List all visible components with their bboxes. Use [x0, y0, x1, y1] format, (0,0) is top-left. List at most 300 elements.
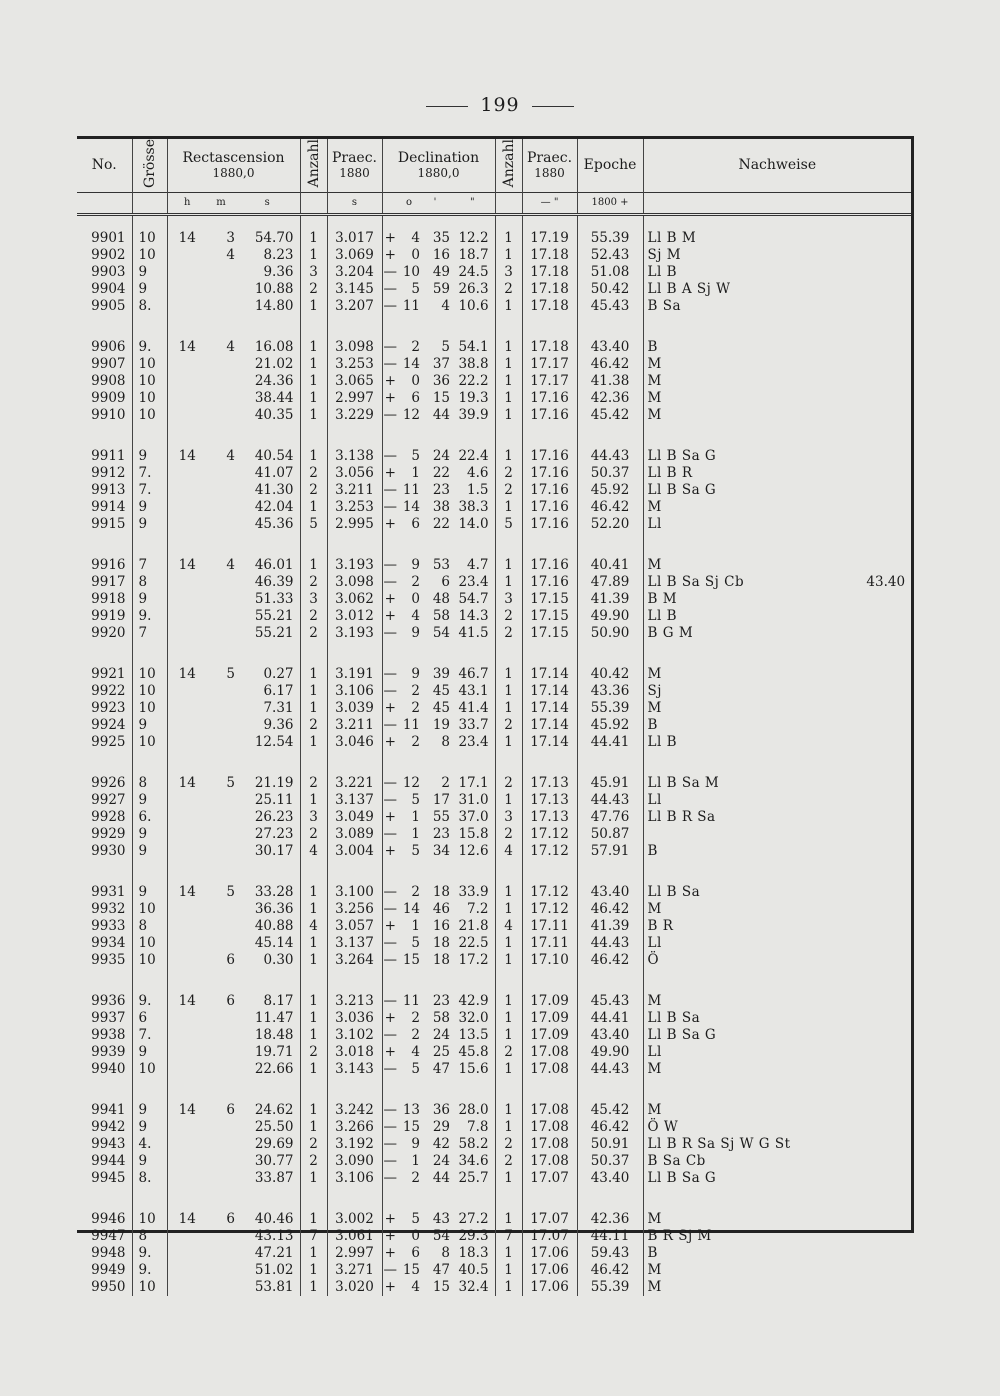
- cell-nachweise: B: [647, 1244, 658, 1261]
- cell-ra-s: 45.14: [235, 935, 300, 952]
- cell-no: 9924: [77, 717, 132, 734]
- spacer-cell: [167, 751, 207, 775]
- cell-decl-sign: +: [384, 1227, 396, 1244]
- cell-no: 9915: [77, 516, 132, 533]
- cell-praec: 3.207: [327, 298, 382, 315]
- table-row: [77, 482, 911, 499]
- spacer-cell: [235, 1187, 300, 1211]
- cell-epoche: 55.39: [577, 1279, 643, 1296]
- cell-no: 9920: [77, 625, 132, 642]
- spacer-cell: [577, 424, 643, 448]
- cell-nachweise: Ll: [647, 515, 662, 532]
- cell-ra-s: 55.21: [235, 625, 300, 642]
- spacer-cell: [77, 424, 132, 448]
- table-row: [77, 775, 911, 792]
- cell-praec2: 17.16: [522, 482, 577, 499]
- cell-groesse: 10: [132, 952, 167, 969]
- cell-anzahl2: 2: [495, 826, 522, 843]
- spacer-cell: [817, 1187, 911, 1211]
- spacer-cell: [300, 642, 327, 666]
- cell-no: 9947: [77, 1228, 132, 1245]
- cell-extra: [817, 516, 911, 533]
- cell-decl-deg: 1: [411, 917, 420, 934]
- cell-ra-h: [167, 407, 207, 424]
- cell-anzahl2: 1: [495, 1061, 522, 1078]
- spacer-cell: [522, 1187, 577, 1211]
- spacer-cell: [495, 751, 522, 775]
- spacer-cell: [577, 1078, 643, 1102]
- cell-anzahl2: 1: [495, 1211, 522, 1228]
- cell-praec2: 17.19: [522, 230, 577, 247]
- cell-ra-s: 38.44: [235, 390, 300, 407]
- spacer-cell: [327, 642, 382, 666]
- spacer-cell: [398, 860, 420, 884]
- spacer-cell: [382, 642, 398, 666]
- cell-anzahl: 1: [300, 448, 327, 465]
- cell-decl-sign: +: [384, 464, 396, 481]
- cell-extra: [817, 281, 911, 298]
- cell-decl-deg: 4: [411, 607, 420, 624]
- spacer-cell: [207, 969, 235, 993]
- cell-extra: [817, 775, 911, 792]
- table-row: [77, 230, 911, 247]
- cell-ra-m: [207, 1153, 235, 1170]
- cell-decl-deg: 5: [411, 447, 420, 464]
- header-anzahl2: [495, 139, 522, 192]
- cell-decl-deg: 5: [411, 280, 420, 297]
- table-row: [77, 448, 911, 465]
- sub-arcsec: ": [450, 192, 495, 214]
- cell-epoche: 50.91: [577, 1136, 643, 1153]
- cell-groesse: 7: [132, 625, 167, 642]
- cell-ra-s: 8.17: [235, 993, 300, 1010]
- spacer-cell: [235, 424, 300, 448]
- cell-ra-m: 5: [226, 665, 235, 682]
- cell-extra: [817, 390, 911, 407]
- spacer-cell: [207, 424, 235, 448]
- cell-epoche: 47.89: [577, 574, 643, 591]
- spacer-cell: [398, 533, 420, 557]
- cell-decl-sec: 7.8: [450, 1119, 495, 1136]
- cell-no: 9908: [77, 373, 132, 390]
- table-row: [77, 625, 911, 642]
- cell-decl-sign: +: [384, 917, 396, 934]
- cell-decl-sec: 25.7: [450, 1170, 495, 1187]
- cell-anzahl2: 2: [495, 465, 522, 482]
- cell-decl-min: 18: [432, 934, 450, 951]
- spacer-cell: [300, 1078, 327, 1102]
- cell-ra-m: [207, 700, 235, 717]
- cell-anzahl: 2: [300, 608, 327, 625]
- cell-nachweise: Ö: [647, 951, 660, 968]
- cell-extra: [817, 1228, 911, 1245]
- cell-decl-min: 58: [432, 1009, 450, 1026]
- cell-ra-h: [167, 356, 207, 373]
- spacer-cell: [817, 642, 911, 666]
- cell-ra-s: 7.31: [235, 700, 300, 717]
- cell-extra: [817, 1102, 911, 1119]
- cell-praec2: 17.06: [522, 1262, 577, 1279]
- spacer-cell: [327, 751, 382, 775]
- cell-epoche: 55.39: [577, 700, 643, 717]
- cell-decl-min: 35: [432, 229, 450, 246]
- spacer-cell: [643, 1078, 817, 1102]
- cell-decl-min: 16: [432, 246, 450, 263]
- cell-decl-sec: 45.8: [450, 1044, 495, 1061]
- cell-anzahl: 1: [300, 935, 327, 952]
- cell-nachweise: M: [647, 1278, 662, 1295]
- cell-decl-sign: —: [383, 716, 397, 733]
- cell-epoche: 42.36: [577, 390, 643, 407]
- cell-anzahl: 1: [300, 390, 327, 407]
- cell-epoche: 43.40: [577, 884, 643, 901]
- cell-ra-m: [207, 574, 235, 591]
- cell-nachweise: Ll B A Sj W: [647, 280, 731, 297]
- spacer-cell: [495, 860, 522, 884]
- cell-decl-sec: 29.3: [450, 1228, 495, 1245]
- table-row: [77, 1279, 911, 1296]
- cell-ra-h: [167, 281, 207, 298]
- header-praec2-title: Praec.: [527, 150, 573, 167]
- cell-praec2: 17.06: [522, 1245, 577, 1262]
- cell-praec: 3.253: [327, 356, 382, 373]
- cell-decl-min: 54: [432, 624, 450, 641]
- cell-anzahl: 2: [300, 281, 327, 298]
- cell-ra-m: [207, 499, 235, 516]
- cell-extra: [817, 901, 911, 918]
- cell-ra-m: 4: [226, 447, 235, 464]
- cell-decl-sec: 18.7: [450, 247, 495, 264]
- cell-ra-h: 14: [178, 1210, 196, 1227]
- group-spacer: [77, 315, 911, 339]
- cell-anzahl2: 1: [495, 407, 522, 424]
- cell-decl-sign: —: [383, 1060, 397, 1077]
- star-catalogue-table: [77, 139, 911, 1296]
- cell-decl-min: 8: [441, 733, 450, 750]
- cell-extra: [817, 1153, 911, 1170]
- cell-anzahl2: 3: [495, 809, 522, 826]
- cell-decl-min: 4: [441, 297, 450, 314]
- cell-ra-h: [167, 843, 207, 860]
- cell-decl-sign: —: [383, 573, 397, 590]
- cell-anzahl: 1: [300, 557, 327, 574]
- table-row: [77, 1102, 911, 1119]
- cell-decl-sign: +: [384, 607, 396, 624]
- table-row: [77, 1044, 911, 1061]
- cell-extra: [817, 1245, 911, 1262]
- table-row: [77, 1170, 911, 1187]
- cell-ra-h: 14: [178, 992, 196, 1009]
- cell-ra-h: 14: [178, 338, 196, 355]
- cell-praec: 3.089: [327, 826, 382, 843]
- table-row: [77, 608, 911, 625]
- cell-praec: 3.138: [327, 448, 382, 465]
- cell-decl-deg: 15: [402, 951, 420, 968]
- spacer-cell: [77, 642, 132, 666]
- cell-ra-h: [167, 918, 207, 935]
- cell-no: 9946: [77, 1211, 132, 1228]
- cell-anzahl: 1: [300, 1211, 327, 1228]
- cell-anzahl: 2: [300, 1136, 327, 1153]
- cell-decl-sec: 58.2: [450, 1136, 495, 1153]
- cell-ra-s: 21.02: [235, 356, 300, 373]
- spacer-cell: [495, 315, 522, 339]
- cell-ra-m: [207, 1061, 235, 1078]
- cell-groesse: 6: [132, 1010, 167, 1027]
- cell-no: 9948: [77, 1245, 132, 1262]
- cell-praec2: 17.06: [522, 1279, 577, 1296]
- header-decl-epoch: 1880,0: [417, 166, 460, 181]
- table-row: [77, 373, 911, 390]
- cell-ra-s: 36.36: [235, 901, 300, 918]
- cell-praec: 2.995: [327, 516, 382, 533]
- cell-decl-min: 45: [432, 682, 450, 699]
- cell-groesse: 10: [132, 230, 167, 247]
- cell-decl-min: 47: [432, 1060, 450, 1077]
- table-row: [77, 826, 911, 843]
- spacer-cell: [77, 533, 132, 557]
- cell-anzahl2: 1: [495, 1279, 522, 1296]
- cell-ra-h: [167, 247, 207, 264]
- cell-ra-m: [207, 298, 235, 315]
- cell-anzahl: 1: [300, 1027, 327, 1044]
- cell-praec: 3.191: [327, 666, 382, 683]
- cell-decl-min: 24: [432, 1026, 450, 1043]
- spacer-cell: [382, 315, 398, 339]
- cell-praec: 3.193: [327, 557, 382, 574]
- spacer-cell: [132, 1187, 167, 1211]
- cell-decl-sec: 17.1: [450, 775, 495, 792]
- cell-nachweise: M: [647, 699, 662, 716]
- cell-nachweise: Ll B: [647, 607, 678, 624]
- cell-praec: 3.057: [327, 918, 382, 935]
- cell-nachweise: Ll B Sa G: [647, 1169, 717, 1186]
- cell-nachweise: B Sa: [647, 297, 682, 314]
- cell-ra-m: 4: [226, 338, 235, 355]
- cell-ra-m: [207, 918, 235, 935]
- cell-ra-m: [207, 281, 235, 298]
- cell-decl-deg: 11: [402, 716, 420, 733]
- cell-no: 9941: [77, 1102, 132, 1119]
- cell-decl-sign: —: [383, 263, 397, 280]
- spacer-cell: [495, 1187, 522, 1211]
- spacer-cell: [382, 424, 398, 448]
- cell-praec: 3.002: [327, 1211, 382, 1228]
- cell-praec: 2.997: [327, 1245, 382, 1262]
- cell-ra-s: 30.17: [235, 843, 300, 860]
- sub-anzahl2: [495, 192, 522, 214]
- cell-anzahl: 2: [300, 775, 327, 792]
- cell-nachweise: Ll B Sa Sj Cb: [647, 573, 745, 590]
- cell-decl-sec: 28.0: [450, 1102, 495, 1119]
- cell-praec2: 17.13: [522, 792, 577, 809]
- cell-ra-h: 14: [178, 883, 196, 900]
- cell-epoche: 57.91: [577, 843, 643, 860]
- cell-anzahl: 1: [300, 792, 327, 809]
- spacer-cell: [327, 860, 382, 884]
- cell-praec2: 17.15: [522, 591, 577, 608]
- cell-extra: [817, 884, 911, 901]
- cell-anzahl2: 3: [495, 264, 522, 281]
- cell-praec: 3.098: [327, 574, 382, 591]
- cell-anzahl: 1: [300, 1119, 327, 1136]
- cell-ra-m: [207, 591, 235, 608]
- cell-ra-h: [167, 1010, 207, 1027]
- cell-decl-min: 22: [432, 464, 450, 481]
- cell-groesse: 9: [132, 792, 167, 809]
- group-spacer: [77, 424, 911, 448]
- cell-decl-deg: 0: [411, 246, 420, 263]
- cell-epoche: 59.43: [577, 1245, 643, 1262]
- spacer-cell: [450, 315, 495, 339]
- cell-decl-sec: 31.0: [450, 792, 495, 809]
- cell-no: 9902: [77, 247, 132, 264]
- cell-decl-min: 42: [432, 1135, 450, 1152]
- cell-groesse: 10: [132, 1211, 167, 1228]
- cell-praec: 3.204: [327, 264, 382, 281]
- header-praec2-year: 1880: [534, 166, 565, 181]
- cell-no: 9930: [77, 843, 132, 860]
- cell-no: 9910: [77, 407, 132, 424]
- cell-ra-s: 30.77: [235, 1153, 300, 1170]
- cell-anzahl2: 1: [495, 666, 522, 683]
- table-row: [77, 792, 911, 809]
- cell-groesse: 9: [132, 1102, 167, 1119]
- cell-extra: [817, 407, 911, 424]
- cell-extra: [817, 1061, 911, 1078]
- cell-ra-m: [207, 407, 235, 424]
- cell-decl-min: 23: [432, 992, 450, 1009]
- spacer-cell: [77, 1078, 132, 1102]
- cell-ra-s: 6.17: [235, 683, 300, 700]
- cell-anzahl: 1: [300, 407, 327, 424]
- cell-praec2: 17.17: [522, 373, 577, 390]
- cell-groesse: 9: [132, 499, 167, 516]
- cell-nachweise: M: [647, 498, 662, 515]
- cell-extra: [817, 993, 911, 1010]
- cell-ra-h: [167, 373, 207, 390]
- table-row: [77, 683, 911, 700]
- sub-praec-unit: s: [327, 192, 382, 214]
- cell-ra-s: 24.62: [235, 1102, 300, 1119]
- cell-no: 9938: [77, 1027, 132, 1044]
- cell-nachweise: M: [647, 665, 662, 682]
- cell-anzahl: 4: [300, 918, 327, 935]
- cell-groesse: 9: [132, 516, 167, 533]
- cell-epoche: 52.43: [577, 247, 643, 264]
- cell-praec2: 17.16: [522, 516, 577, 533]
- cell-groesse: 8.: [132, 298, 167, 315]
- cell-anzahl: 1: [300, 373, 327, 390]
- cell-epoche: 44.43: [577, 935, 643, 952]
- cell-nachweise: M: [647, 992, 662, 1009]
- table-row: [77, 884, 911, 901]
- cell-anzahl: 1: [300, 700, 327, 717]
- cell-no: 9928: [77, 809, 132, 826]
- spacer-cell: [420, 424, 450, 448]
- spacer-cell: [327, 1078, 382, 1102]
- cell-praec: 3.098: [327, 339, 382, 356]
- cell-decl-min: 15: [432, 1278, 450, 1295]
- cell-epoche: 50.42: [577, 281, 643, 298]
- cell-anzahl2: 1: [495, 1262, 522, 1279]
- cell-nachweise: Ll B M: [647, 229, 697, 246]
- cell-decl-sign: +: [384, 1043, 396, 1060]
- cell-ra-s: 40.35: [235, 407, 300, 424]
- cell-ra-s: 11.47: [235, 1010, 300, 1027]
- cell-epoche: 49.90: [577, 608, 643, 625]
- cell-ra-s: 40.88: [235, 918, 300, 935]
- spacer-cell: [495, 642, 522, 666]
- spacer-cell: [398, 751, 420, 775]
- cell-anzahl: 1: [300, 499, 327, 516]
- cell-decl-sign: —: [383, 1101, 397, 1118]
- cell-decl-min: 18: [432, 883, 450, 900]
- cell-decl-min: 25: [432, 1043, 450, 1060]
- cell-ra-s: 26.23: [235, 809, 300, 826]
- spacer-cell: [522, 751, 577, 775]
- cell-ra-m: [207, 1279, 235, 1296]
- cell-decl-sec: 19.3: [450, 390, 495, 407]
- cell-groesse: 10: [132, 390, 167, 407]
- cell-ra-m: [207, 843, 235, 860]
- cell-decl-sign: —: [383, 900, 397, 917]
- cell-anzahl2: 1: [495, 1119, 522, 1136]
- cell-epoche: 50.37: [577, 465, 643, 482]
- cell-ra-h: 14: [178, 774, 196, 791]
- cell-ra-s: 55.21: [235, 608, 300, 625]
- cell-anzahl: 4: [300, 843, 327, 860]
- cell-nachweise: Ll B: [647, 263, 678, 280]
- cell-ra-h: [167, 826, 207, 843]
- spacer-cell: [420, 533, 450, 557]
- cell-decl-sec: 4.6: [450, 465, 495, 482]
- cell-nachweise: M: [647, 556, 662, 573]
- spacer-cell: [522, 214, 577, 230]
- cell-anzahl2: 1: [495, 1027, 522, 1044]
- sub-nachweise: [643, 192, 817, 214]
- cell-ra-m: [207, 901, 235, 918]
- cell-decl-min: 23: [432, 481, 450, 498]
- cell-ra-s: 40.46: [235, 1211, 300, 1228]
- cell-anzahl: 1: [300, 952, 327, 969]
- cell-decl-min: 43: [432, 1210, 450, 1227]
- cell-praec: 3.143: [327, 1061, 382, 1078]
- cell-no: 9950: [77, 1279, 132, 1296]
- cell-decl-deg: 5: [411, 1060, 420, 1077]
- cell-ra-h: [167, 1027, 207, 1044]
- cell-ra-m: [207, 356, 235, 373]
- cell-decl-sec: 32.4: [450, 1279, 495, 1296]
- cell-nachweise: Ll: [647, 1043, 662, 1060]
- cell-ra-m: [207, 608, 235, 625]
- cell-decl-sign: +: [384, 1210, 396, 1227]
- cell-decl-deg: 4: [411, 229, 420, 246]
- cell-decl-sec: 23.4: [450, 574, 495, 591]
- cell-groesse: 8.: [132, 1170, 167, 1187]
- group-spacer: [77, 860, 911, 884]
- table-row: [77, 717, 911, 734]
- cell-praec: 3.193: [327, 625, 382, 642]
- spacer-cell: [167, 214, 207, 230]
- cell-praec2: 17.10: [522, 952, 577, 969]
- cell-nachweise: B Sa Cb: [647, 1152, 706, 1169]
- cell-epoche: 49.90: [577, 1044, 643, 1061]
- cell-anzahl: 1: [300, 356, 327, 373]
- cell-decl-deg: 4: [411, 1043, 420, 1060]
- cell-decl-sign: —: [383, 338, 397, 355]
- cell-praec2: 17.18: [522, 339, 577, 356]
